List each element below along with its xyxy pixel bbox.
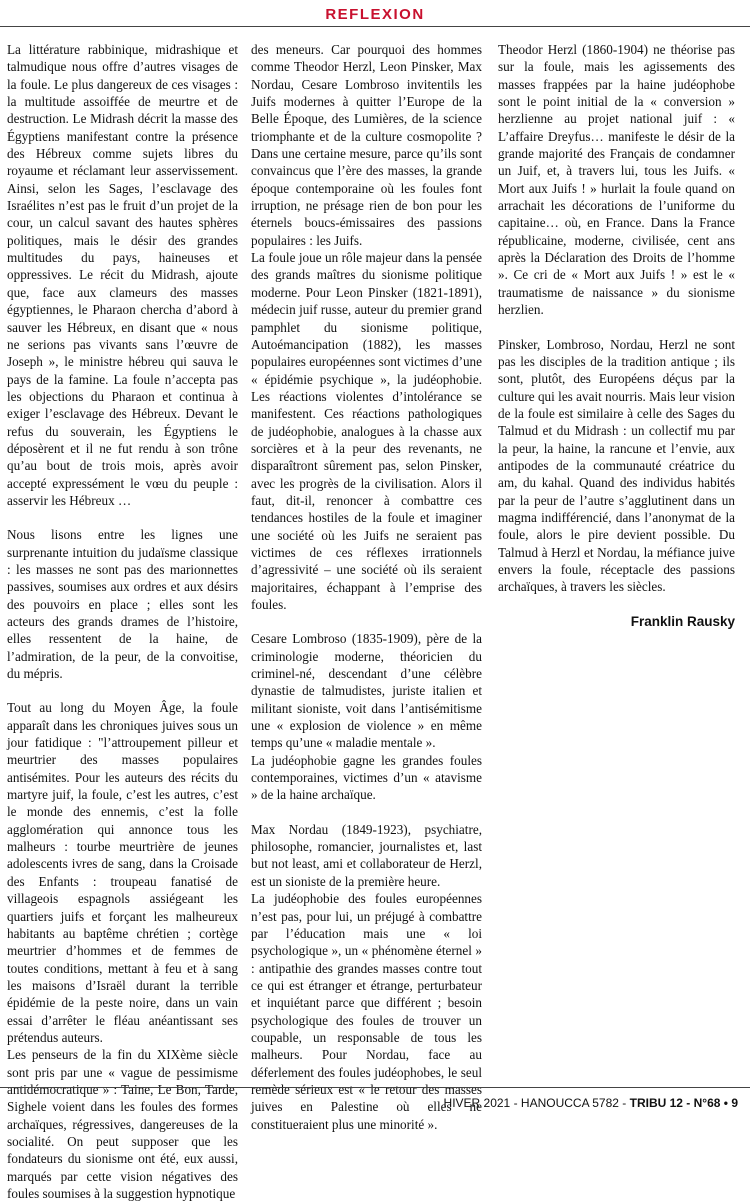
paragraph: La judéophobie gagne les grandes foules contemporaines, victimes d’un « atavisme » de la haine archaïque.: [251, 752, 482, 803]
paragraph: La littérature rabbinique, midrashique et talmudique nous offre d’autres visages de la foule. Le plus dangereux de ces visages : la multitude assoiffée de meurtre et de destruction. Le Midrash décrit la masse des Égyptiens manifestant contre la présence des Hébreux comme sujets libres du royaume et réclamant leur asservissement. Ainsi, selon les Sages, l’esclavage des Israélites n’est pas le fruit d’un projet de la cour, un calcul savant des hautes sphères politiques, mais le désir des grandes multitudes du pays, haineuses et oppressives. Le récit du Midrash, ajoute que, face aux clameurs des masses égyptiennes, le Pharaon chercha d’abord à sauver les Hébreux, en disant que « nous ne serions pas vivants sans l’œuvre de Joseph », le ministre hébreu qui sauva le pays de la famine. La foule n’accepta pas les objections du Pharaon et continua à exiger l’esclavage des Hébreux. Devant le refus du souverain, les Égyptiens le déposèrent et il ne fut rendu à son trône qu’au bout de trois mois, après avoir accepté expressément le vœu du peuple : asservir les Hébreux …: [7, 42, 238, 508]
paragraph: Max Nordau (1849-1923), psychiatre, philosophe, romancier, journalistes et, last but not least, ami et collaborateur de Herzl, est un sioniste de la première heure.: [251, 821, 482, 889]
article-column-2: [251, 41, 482, 1133]
paragraph: Theodor Herzl (1860-1904) ne théorise pas sur la foule, mais les agissements des masses frappées par la haine judéophobe sont le point initial de la « conversion » herzlienne au projet national juif : « L’affaire Dreyfus… manifeste le désir de la grande majorité des Français de condamner un Juif, et, à travers lui, tous les Juifs. « Mort aux Juifs ! » hurlait la foule quand on arrachait les décorations de l’uniforme du capitaine… où, en France. Dans la France républicaine, moderne, civilisée, cent ans après la Déclaration des Droits de l’homme ». Ce cri de « Mort aux Juifs ! » est le « traumatisme de naissance » du sionisme herzlien.: [498, 42, 735, 318]
bullet-separator: •: [720, 1096, 732, 1110]
paragraph: Nous lisons entre les lignes une surprenante intuition du judaïsme classique : les masses ne sont pas des marionnettes passives, soumises aux ordres et aux désirs des pouvoirs en place ; elles sont les acteurs des grands drames de l’histoire, elles ressentent de la haine, de l’admiration, de la peur, de la convoitise, du mépris.: [7, 527, 238, 682]
header-divider: [0, 26, 750, 27]
paragraph: Tout au long du Moyen Âge, la foule apparaît dans les chroniques juives sous un jour fatidique : "l’attroupement pilleur et meurtrier des masses populaires antisémites. Pour les auteurs des récits du martyre juif, la foule, c’est les autres, c’est le monde des ennemis, c’est la folle agglomération qui annonce tous les malheurs : tourbe meurtrière de jeunes adolescents ivres de sang, dans la Croisade des Enfants : troupeau fanatisé de villageois espagnols assiégeant les quartiers juifs et forçant les malheureux habitants au baptême chrétien ; cortège meurtrier d’hommes et de femmes de toutes conditions, mettant à feu et à sang les maisons d’Israël durant la terrible épidémie de la peste noire, dans un vain essai d’arrêter le fléau anéantissant ses prétendus auteurs.: [7, 700, 238, 1045]
article-column-1: [7, 41, 238, 1202]
page-number: 9: [731, 1096, 738, 1110]
magazine-name: TRIBU 12 - N°68: [629, 1096, 721, 1110]
author-signature: Franklin Rausky: [630, 613, 735, 629]
paragraph: des meneurs. Car pourquoi des hommes comme Theodor Herzl, Leon Pinsker, Max Nordau, Cesare Lombroso invitentils les Juifs modernes à quitter l’Europe de la Belle Époque, des Lumières, de la science triomphante et de la culture cosmopolite ? Dans une certaine mesure, parce qu’ils sont convaincus que l’ère des masses, la grande époque contemporaine où les foules font irruption, ne présage rien de bon pour les éternels boucs-émissaires des passions populaires : les Juifs.: [251, 42, 482, 248]
section-title: REFLEXION: [325, 6, 425, 23]
footer-divider: [0, 1087, 750, 1088]
paragraph: Cesare Lombroso (1835-1909), père de la criminologie moderne, théoricien du criminel-né, descendant d’une célèbre dynastie de talmudistes, juriste italien et militant sioniste, voit dans l’antisémitisme une « explosion de violence » en même temps qu’une « maladie mentale ».: [251, 631, 482, 751]
section-header: [0, 0, 750, 26]
paragraph: Les penseurs de la fin du XIXème siècle sont pris par une « vague de pessimisme antidémocratique » : Taine, Le Bon, Tarde, Sighele voient dans les foules des formes archaïques, régressives, dangereuses de la socialité. On peut supposer que les fondateurs du sionisme ont été, eux aussi, marqués par cette vision négatives des foules soumises à la suggestion hypnotique: [7, 1047, 238, 1201]
issue-info: HIVER 2021 - HANOUCCA 5782 -: [443, 1096, 630, 1110]
page-footer: [444, 1096, 738, 1110]
paragraph: La judéophobie des foules européennes n’est pas, pour lui, un préjugé à combattre par l’éducation mais une « loi psychologique », un « phénomène éternel » : antipathie des grandes masses contre tout ce qui est étranger et étrange, perturbateur et inquiétant parce que différent ; besoin psychologique des foules de trouver un coupable, un responsable de tous les malheurs. Pour Nordau, face au déferlement des foules judéophobes, le seul remède sérieux est « le retour des masses juives en Palestine où elles ne constitueraient plus une minorité ».: [251, 891, 482, 1132]
paragraph: Pinsker, Lombroso, Nordau, Herzl ne sont pas les disciples de la tradition antique ; ils sont, plutôt, des Européens déçus par la culture qui les avait nourris. Mais leur vision de la foule est similaire à celle des Sages du Talmud et du Midrash : un collectif mu par la peur, la haine, la rancune et l’envie, aux antipodes de la communauté créatrice du am, du kahal. Quand des individus habités par la peur de l’autre s’agglutinent dans un magma indifférencié, dans l’anonymat de la foule, alors le pire devient possible. Du Talmud à Herzl et Nordau, la méfiance juive envers la foule, réceptacle des passions archaïques, à travers les siècles.: [498, 336, 735, 595]
paragraph: La foule joue un rôle majeur dans la pensée des grands maîtres du sionisme politique moderne. Pour Leon Pinsker (1821-1891), médecin juif russe, auteur du premier grand pamphlet du sionisme politique, Autoémancipation (1882), les masses populaires européennes sont victimes d’une « épidémie psychique », la judéophobie. Les réactions violentes d’intolérance se manifestent. Ces réactions pathologiques de judéophobie, analogues à la chasse aux sorcières et à la peur des revenants, ne disparaîtront sûrement pas, selon Pinsker, avec les progrès de la civilisation. Alors il faut, dit-il, renoncer à combattre ces tendances hostiles de la foule et imaginer une société où les Juifs ne seraient pas victimes de ces réflexes irrationnels d’agressivité – une société où ils seraient majoritaires, échappant à l’emprise des foules.: [251, 250, 482, 612]
article-column-3: [498, 41, 735, 630]
